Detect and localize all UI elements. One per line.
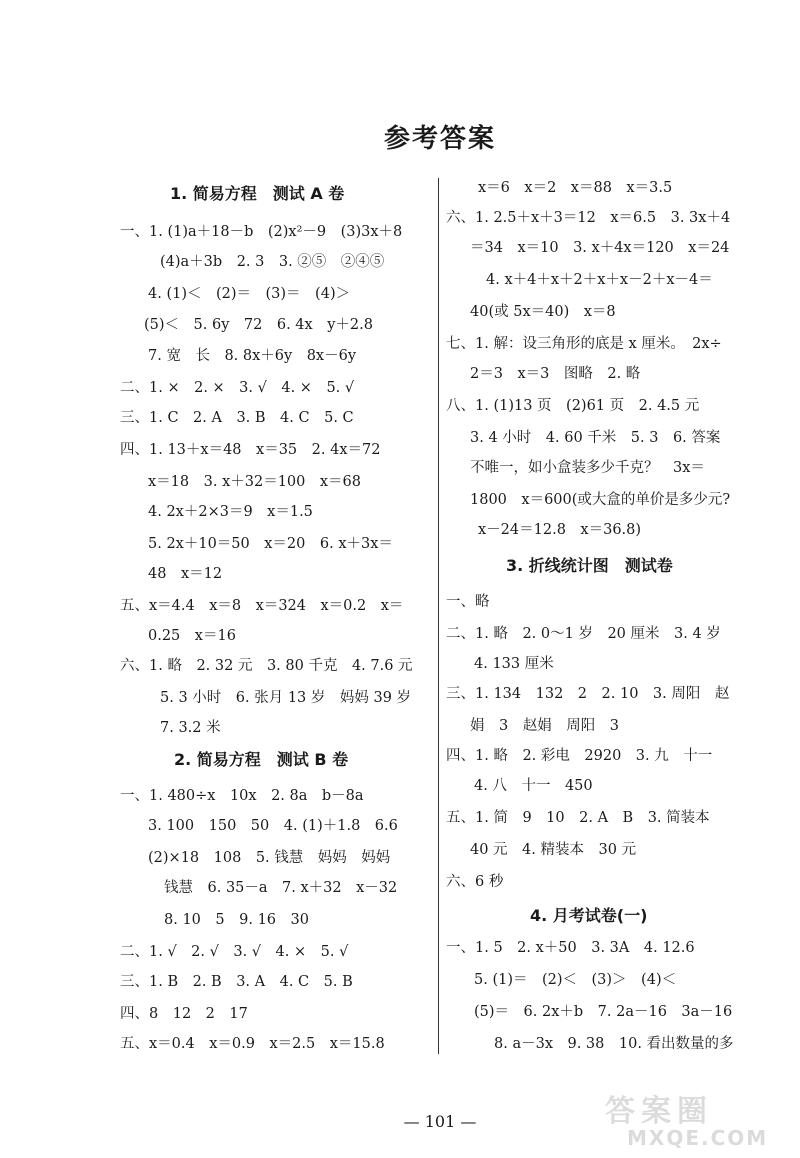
section-heading: 4. 月考试卷(一) [530, 906, 648, 925]
answer-line: 4. x＋4＋x＋2＋x＋x－2＋x－4＝ [486, 272, 713, 288]
answer-line: 40(或 5x＝40) x＝8 [470, 304, 616, 320]
answer-line: 2＝3 x＝3 图略 2. 略 [470, 366, 641, 382]
answer-line: 4. (1)＜ (2)＝ (3)＝ (4)＞ [148, 286, 351, 302]
answer-line: 三、1. 134 132 2 2. 10 3. 周阳 赵 [446, 686, 730, 702]
watermark-top-text: 答案圈 [605, 1094, 713, 1129]
answer-line: 娟 3 赵娟 周阳 3 [470, 718, 619, 734]
answer-line: 8. 10 5 9. 16 30 [164, 912, 309, 928]
answer-line: 4. 2x＋2×3＝9 x＝1.5 [148, 504, 313, 520]
column-divider [438, 178, 439, 1054]
answer-line: 五、x＝0.4 x＝0.9 x＝2.5 x＝15.8 [120, 1036, 385, 1052]
answer-line: 六、1. 2.5＋x＋3＝12 x＝6.5 3. 3x＋4 [446, 210, 731, 226]
answer-line: 0.25 x＝16 [148, 628, 236, 644]
answer-line: 六、1. 略 2. 32 元 3. 80 千克 4. 7.6 元 [120, 658, 413, 674]
answer-line: x＝6 x＝2 x＝88 x＝3.5 [478, 180, 673, 196]
answer-line: 四、8 12 2 17 [120, 1006, 248, 1022]
answer-line: (5)＝ 6. 2x＋b 7. 2a－16 3a－16 [474, 1004, 733, 1020]
answer-line: 一、1. 480÷x 10x 2. 8a b－8a [120, 788, 364, 804]
answer-line: 5. 2x＋10＝50 x＝20 6. x＋3x＝ [148, 536, 393, 552]
answer-line: 五、1. 简 9 10 2. A B 3. 简装本 [446, 810, 710, 826]
answer-line: 48 x＝12 [148, 566, 223, 582]
answer-line: ＝34 x＝10 3. x＋4x＝120 x＝24 [470, 240, 730, 256]
section-heading: 1. 简易方程 测试 A 卷 [170, 184, 345, 203]
answer-line: 一、1. 5 2. x＋50 3. 3A 4. 12.6 [446, 940, 695, 956]
answer-line: 二、1. 略 2. 0～1 岁 20 厘米 3. 4 岁 [446, 626, 721, 642]
answer-line: 5. 3 小时 6. 张月 13 岁 妈妈 39 岁 [160, 690, 412, 706]
answer-line: 一、略 [446, 594, 490, 610]
answer-line: 三、1. C 2. A 3. B 4. C 5. C [120, 410, 354, 426]
answer-line: (4)a＋3b 2. 3 3. ②⑤ ②④⑤ [160, 254, 385, 270]
answer-line: (2)×18 108 5. 钱慧 妈妈 妈妈 [148, 850, 391, 866]
page-number: — 101 — [403, 1112, 477, 1131]
answer-line: x－24＝12.8 x＝36.8) [478, 522, 642, 538]
answer-line: 7. 3.2 米 [160, 720, 221, 736]
watermark-logo [595, 1086, 791, 1150]
answer-line: 钱慧 6. 35－a 7. x＋32 x－32 [164, 880, 398, 896]
answer-line: 五、x＝4.4 x＝8 x＝324 x＝0.2 x＝ [120, 598, 404, 614]
answer-line: 40 元 4. 精装本 30 元 [470, 842, 637, 858]
answer-line: 5. (1)＝ (2)＜ (3)＞ (4)＜ [474, 972, 677, 988]
answer-line: 二、1. × 2. × 3. √ 4. × 5. √ [120, 380, 355, 396]
answer-line: 七、1. 解：设三角形的底是 x 厘米。 2x÷ [446, 336, 722, 352]
answer-line: x＝18 3. x＋32＝100 x＝68 [148, 474, 362, 490]
answer-line: 三、1. B 2. B 3. A 4. C 5. B [120, 974, 353, 990]
watermark-bottom-text: MXQE.COM [627, 1126, 769, 1150]
answer-line: 4. 133 厘米 [474, 656, 554, 672]
answer-line: (5)＜ 5. 6y 72 6. 4x y＋2.8 [144, 317, 373, 333]
answer-line: 八、1. (1)13 页 (2)61 页 2. 4.5 元 [446, 398, 700, 414]
section-heading: 3. 折线统计图 测试卷 [506, 556, 673, 575]
answer-line: 四、1. 略 2. 彩电 2920 3. 九 十一 [446, 748, 713, 764]
answer-line: 1800 x＝600(或大盒的单价是多少元? [470, 492, 731, 508]
answer-line: 不唯一，如小盒装多少千克？ 3x＝ [470, 460, 705, 476]
answer-line: 一、1. (1)a＋18－b (2)x²－9 (3)3x＋8 [120, 224, 403, 240]
section-heading: 2. 简易方程 测试 B 卷 [174, 750, 349, 769]
answer-line: 3. 100 150 50 4. (1)＋1.8 6.6 [148, 818, 398, 834]
answer-line: 二、1. √ 2. √ 3. √ 4. × 5. √ [120, 944, 349, 960]
answer-line: 六、6 秒 [446, 874, 504, 890]
answer-line: 3. 4 小时 4. 60 千米 5. 3 6. 答案 [470, 430, 721, 446]
answer-line: 四、1. 13＋x＝48 x＝35 2. 4x＝72 [120, 442, 381, 458]
page-title: 参考答案 [383, 124, 496, 154]
answer-line: 4. 八 十一 450 [474, 778, 593, 794]
answer-line: 7. 宽 长 8. 8x＋6y 8x－6y [148, 348, 357, 364]
answer-line: 8. a－3x 9. 38 10. 看出数量的多 [494, 1036, 734, 1052]
